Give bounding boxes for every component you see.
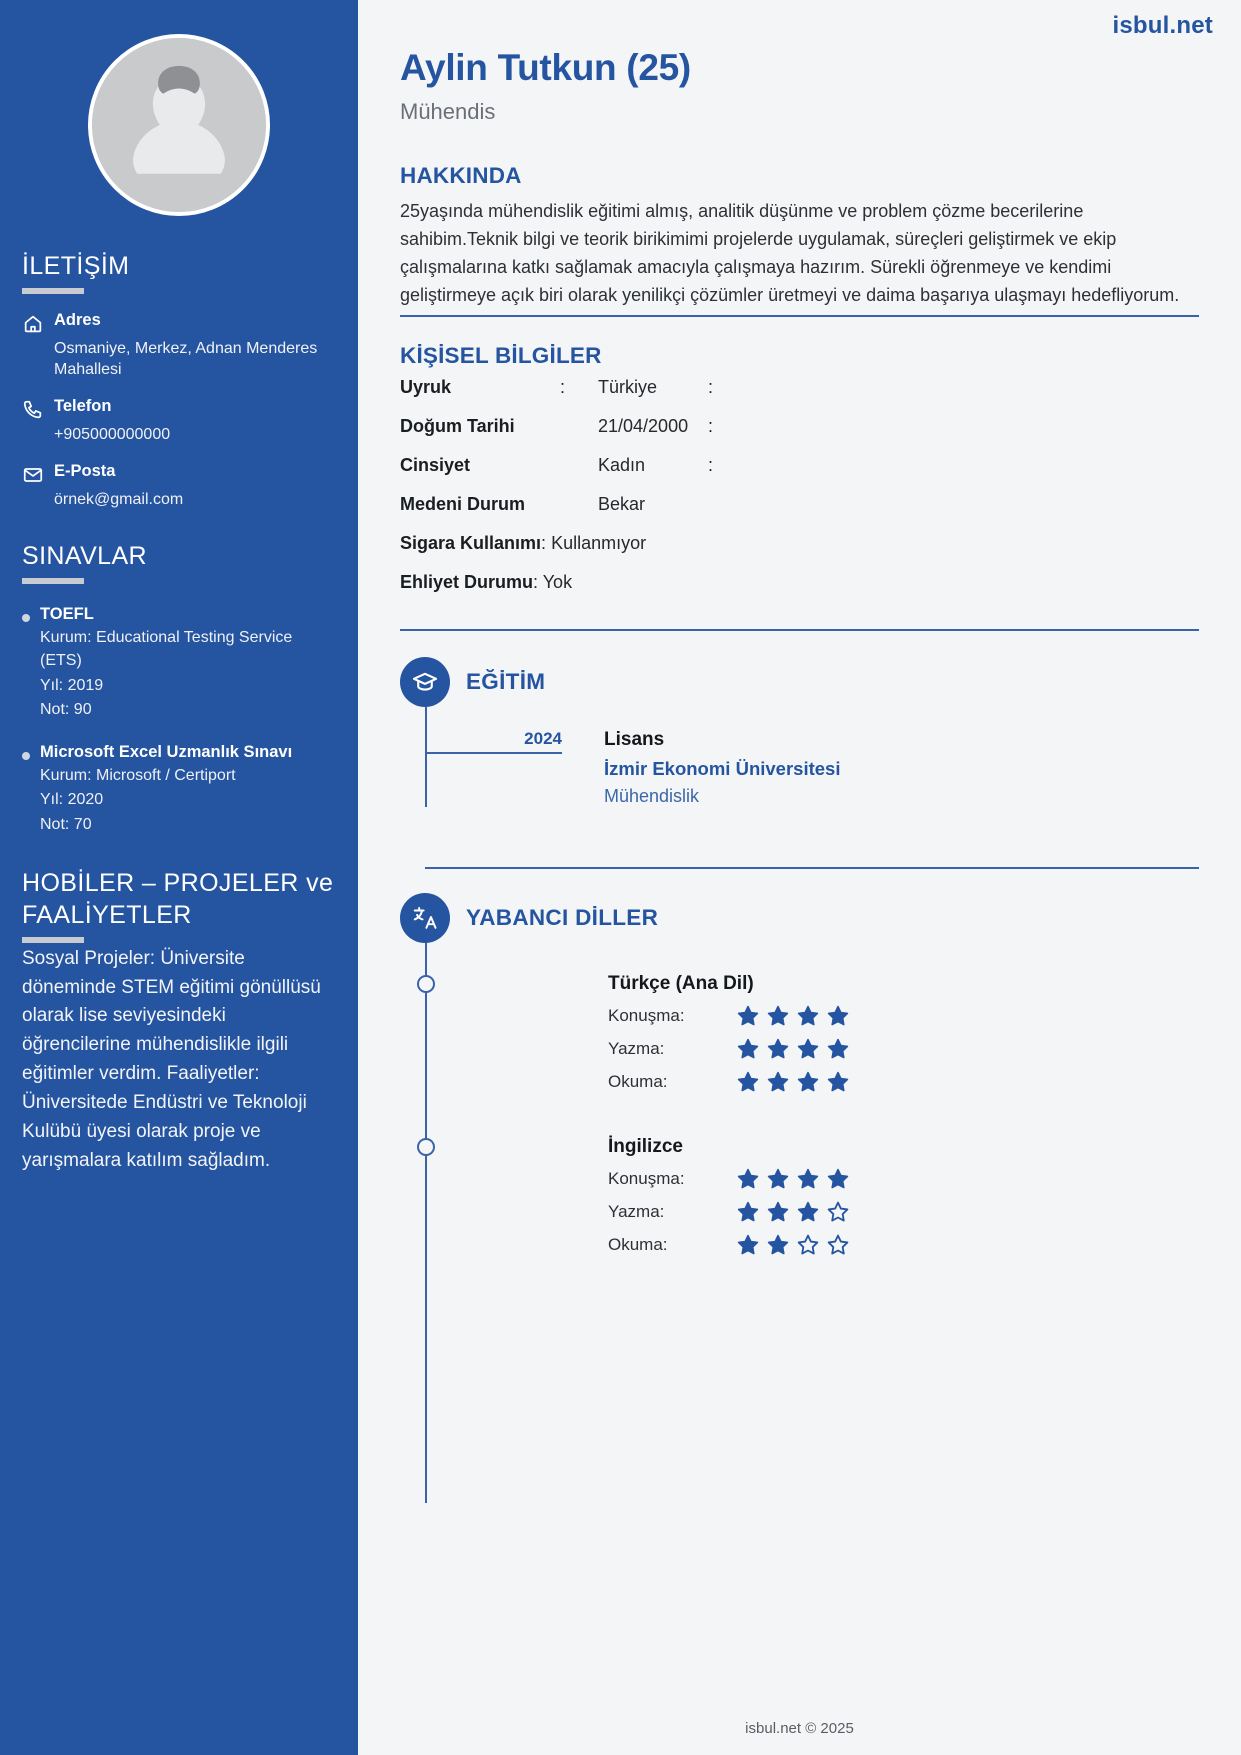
row-colon: : <box>533 572 543 592</box>
star-filled-icon <box>766 1233 790 1257</box>
contact-heading <box>22 250 336 294</box>
star-filled-icon <box>796 1167 820 1191</box>
star-filled-icon <box>826 1167 850 1191</box>
star-filled-icon <box>736 1233 760 1257</box>
star-filled-icon <box>766 1200 790 1224</box>
section-divider <box>400 315 1199 317</box>
star-empty-icon <box>796 1233 820 1257</box>
exams-heading-text: SINAVLAR <box>22 542 148 571</box>
sidebar <box>0 0 358 1755</box>
exam-score: Not: 70 <box>40 816 92 833</box>
star-filled-icon <box>826 1070 850 1094</box>
contact-item-email <box>22 462 336 486</box>
education-year-col <box>427 729 562 807</box>
exam-item <box>22 604 336 722</box>
star-filled-icon <box>766 1004 790 1028</box>
exam-title: TOEFL <box>40 605 94 624</box>
star-rating <box>736 1070 850 1094</box>
star-rating <box>736 1167 850 1191</box>
skill-row <box>608 1004 850 1028</box>
education-heading: EĞİTİM <box>466 669 546 694</box>
row-value: Bekar <box>598 494 646 514</box>
job-title: Mühendis <box>400 98 496 124</box>
contact-label-address: Adres <box>54 311 101 329</box>
section-divider <box>400 629 1199 631</box>
language-item <box>427 1094 1199 1257</box>
contact-value-phone: +905000000000 <box>54 426 171 444</box>
main-column <box>358 0 1241 1755</box>
person-placeholder-icon <box>88 34 270 216</box>
star-filled-icon <box>736 1167 760 1191</box>
exam-institution: Kurum: Educational Testing Service (ETS) <box>40 629 293 669</box>
row-colon: : <box>541 533 552 553</box>
star-filled-icon <box>766 1167 790 1191</box>
row-value: Yok <box>542 572 573 592</box>
education-field: Mühendislik <box>604 786 700 806</box>
star-filled-icon <box>796 1200 820 1224</box>
skill-label: Yazma: <box>608 1039 665 1058</box>
star-filled-icon <box>766 1070 790 1094</box>
education-timeline <box>425 707 1199 807</box>
heading-rule <box>22 937 84 943</box>
education-entry <box>427 707 1199 807</box>
exam-year: Yıl: 2019 <box>40 676 104 694</box>
mail-icon <box>22 464 44 486</box>
star-rating <box>736 1200 850 1224</box>
exams-heading <box>22 540 336 584</box>
language-block <box>608 973 850 1094</box>
row-label: Doğum Tarihi <box>400 416 515 436</box>
table-row <box>400 377 1199 416</box>
heading-rule <box>22 288 84 294</box>
exam-title: Microsoft Excel Uzmanlık Sınavı <box>40 742 293 761</box>
language-block <box>608 1136 850 1257</box>
row-trailing-colon: : <box>708 377 714 397</box>
page-title: Aylin Tutkun (25) <box>400 47 691 88</box>
exam-year: Yıl: 2020 <box>40 791 104 809</box>
languages-section <box>400 893 1199 1503</box>
star-filled-icon <box>826 1004 850 1028</box>
skill-label: Yazma: <box>608 1202 665 1221</box>
star-filled-icon <box>766 1037 790 1061</box>
contact-label-email: E-Posta <box>54 462 116 481</box>
row-label: Uyruk <box>400 377 452 397</box>
table-row <box>400 572 1199 611</box>
star-filled-icon <box>736 1037 760 1061</box>
skill-label: Konuşma: <box>608 1006 685 1025</box>
star-filled-icon <box>736 1070 760 1094</box>
bullet-icon <box>22 742 30 837</box>
education-degree: Lisans <box>604 729 665 750</box>
row-value: Kullanmıyor <box>551 533 647 553</box>
star-empty-icon <box>826 1233 850 1257</box>
education-details <box>562 729 840 807</box>
row-label: Medeni Durum <box>400 494 526 514</box>
avatar <box>22 0 336 216</box>
row-value: Türkiye <box>598 377 658 397</box>
skill-row <box>608 1233 850 1257</box>
star-empty-icon <box>826 1200 850 1224</box>
skill-row <box>608 1200 850 1224</box>
about-text: 25yaşında mühendislik eğitimi almış, analitik düşünme ve problem çözme becerilerine sahibim.Teknik bilgi ve teorik birikimimi projelerde uygulamak, süreçleri geliştirmek ve ekip çalışmalarına katkı sağlamak amacıyla çalışmaya hazırım. Sürekli öğrenmeye ve kendimi geliştirmeye açık biri olarak yenilikçi çözümler üretmeyi ve daima başarıya ulaşmayı hedefliyorum. <box>400 200 1180 305</box>
star-filled-icon <box>736 1200 760 1224</box>
contact-value-email: örnek@gmail.com <box>54 491 184 509</box>
hobbies-heading <box>22 867 336 943</box>
about-heading: HAKKINDA <box>400 162 522 188</box>
languages-timeline <box>425 943 1199 1503</box>
row-label: Cinsiyet <box>400 455 471 475</box>
contact-heading-text: İLETİŞİM <box>22 252 130 280</box>
row-trailing-colon: : <box>708 455 714 475</box>
timeline-dot-icon <box>417 975 435 993</box>
row-value: Kadın <box>598 455 646 475</box>
exam-institution: Kurum: Microsoft / Certiport <box>40 766 236 784</box>
table-row <box>400 533 1199 572</box>
hobbies-text: Sosyal Projeler: Üniversite döneminde STEM eğitimi gönüllüsü olarak lise seviyesindeki öğrencilerine mühendislikle ilgili eğitimler verdim. Faaliyetler: Üniversitede Endüstri ve Teknoloji Kulübü üyesi olarak proje ve yarışmalara katılım sağladım. <box>22 947 321 1171</box>
graduation-cap-icon <box>400 657 450 707</box>
skill-row <box>608 1037 850 1061</box>
contact-label-phone: Telefon <box>54 397 112 416</box>
skill-label: Okuma: <box>608 1072 668 1091</box>
skill-row <box>608 1070 850 1094</box>
skill-label: Konuşma: <box>608 1169 685 1188</box>
language-item <box>427 943 1199 1094</box>
personal-info-table <box>400 377 1199 611</box>
star-rating <box>736 1037 850 1061</box>
star-filled-icon <box>796 1004 820 1028</box>
translate-icon <box>400 893 450 943</box>
hobbies-heading-text: HOBİLER – PROJELER ve FAALİYETLER <box>22 868 334 929</box>
skill-label: Okuma: <box>608 1235 668 1254</box>
footer-text: isbul.net © 2025 <box>745 1720 854 1737</box>
contact-item-phone <box>22 397 336 421</box>
contact-value-address: Osmaniye, Merkez, Adnan Menderes Mahallesi <box>54 340 318 379</box>
section-divider <box>425 867 1199 869</box>
languages-heading: YABANCI DİLLER <box>466 905 659 930</box>
education-school: İzmir Ekonomi Üniversitesi <box>604 758 841 779</box>
heading-rule <box>22 578 84 584</box>
education-header <box>400 657 1199 707</box>
language-name: Türkçe (Ana Dil) <box>608 973 754 994</box>
star-filled-icon <box>796 1070 820 1094</box>
contact-item-address <box>22 311 336 335</box>
phone-icon <box>22 399 44 421</box>
table-row <box>400 416 1199 455</box>
home-icon <box>22 313 44 335</box>
row-label: Ehliyet Durumu <box>400 572 534 592</box>
row-value: 21/04/2000 <box>598 416 689 436</box>
exam-item <box>22 742 336 837</box>
language-name: İngilizce <box>608 1136 683 1157</box>
brand-logo: isbul.net <box>1112 12 1213 39</box>
personal-info-heading: KİŞİSEL BİLGİLER <box>400 343 602 368</box>
table-row <box>400 494 1199 533</box>
row-trailing-colon: : <box>708 416 714 436</box>
star-filled-icon <box>826 1037 850 1061</box>
star-rating <box>736 1233 850 1257</box>
education-section <box>400 657 1199 869</box>
star-filled-icon <box>736 1004 760 1028</box>
row-label: Sigara Kullanımı <box>400 533 542 553</box>
exam-score: Not: 90 <box>40 701 92 719</box>
row-colon: : <box>560 377 566 397</box>
year-rule <box>427 752 562 754</box>
education-year: 2024 <box>524 729 562 748</box>
timeline-dot-icon <box>417 1138 435 1156</box>
star-filled-icon <box>796 1037 820 1061</box>
skill-row <box>608 1167 850 1191</box>
table-row <box>400 455 1199 494</box>
star-rating <box>736 1004 850 1028</box>
bullet-icon <box>22 604 30 722</box>
languages-header <box>400 893 1199 943</box>
